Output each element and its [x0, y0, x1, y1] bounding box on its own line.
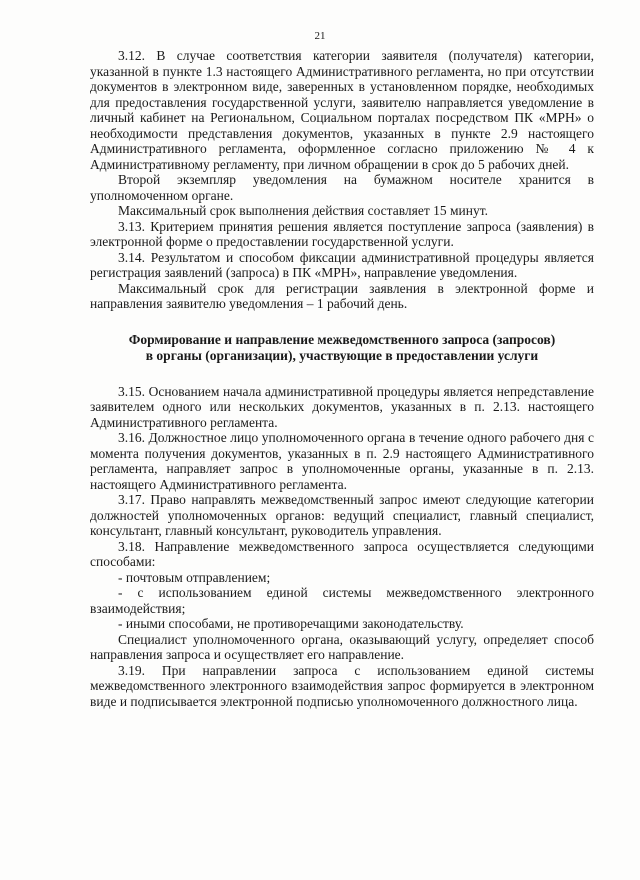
- paragraph-3-15: 3.15. Основанием начала административной процедуры является непредставление заявителем одного или нескольких документов, указанных в п. 2.13. настоящего Административного регламента.: [90, 383, 594, 430]
- paragraph-3-17: 3.17. Право направлять межведомственный запрос имеют следующие категории должностей уполномоченных органов: ведущий специалист, главный специалист, консультант, главный консультант, руководитель управления.: [90, 492, 594, 538]
- section-heading-line-1: Формирование и направление межведомственного запроса (запросов): [128, 331, 556, 347]
- list-item-smev: - с использованием единой системы межведомственного электронного взаимодействия;: [90, 585, 594, 616]
- list-item-other: - иными способами, не противоречащими законодательству.: [118, 616, 464, 631]
- paragraph-3-18: 3.18. Направление межведомственного запроса осуществляется следующими способами:: [90, 538, 594, 569]
- paragraph-3-13: 3.13. Критерием принятия решения является поступление запроса (заявления) в электронной форме о предоставлении государственной услуги.: [90, 218, 594, 249]
- paragraph-max-term-registration: Максимальный срок для регистрации заявления в электронной форме и направления заявителю уведомления – 1 рабочий день.: [90, 280, 594, 311]
- paragraph-specialist: Специалист уполномоченного органа, оказывающий услугу, определяет способ направления запроса и осуществляет его направление.: [90, 631, 594, 662]
- paragraph-3-14: 3.14. Результатом и способом фиксации административной процедуры является регистрация заявлений (запроса) в ПК «МРН», направление уведомления.: [90, 249, 594, 280]
- list-item-post: - почтовым отправлением;: [118, 569, 271, 585]
- section-heading: [90, 332, 594, 364]
- paragraph-3-12: 3.12. В случае соответствия категории заявителя (получателя) категории, указанной в пункте 1.3 настоящего Административного регламента, но при отсутствии документов в электронном виде, заверенных в установленном порядке, необходимых для предоставления государственной услуги, заявителю направляется уведомление в личный кабинет на Региональном, Социальном порталах посредством ПК «МРН» о необходимости представления документов, указанных в пункте 2.9 настоящего Административного регламента, оформленное согласно приложению № 4 к Административному регламенту, при личном обращении в срок до 5 рабочих дней.: [90, 48, 594, 172]
- page-number: 21: [314, 30, 326, 42]
- paragraph-second-copy: Второй экземпляр уведомления на бумажном носителе хранится в уполномоченном органе.: [90, 172, 594, 203]
- section-heading-line-2: в органы (организации), участвующие в предоставлении услуги: [145, 347, 539, 363]
- document-body: [90, 48, 594, 709]
- paragraph-max-term-15: Максимальный срок выполнения действия составляет 15 минут.: [118, 203, 489, 218]
- paragraph-3-16: 3.16. Должностное лицо уполномоченного органа в течение одного рабочего дня с момента получения документов, указанных в п. 2.9 настоящего Административного регламента, направляет запрос в уполномоченные органы, указанные в п. 2.13. настоящего Административного регламента.: [90, 430, 594, 492]
- paragraph-3-19: 3.19. При направлении запроса с использованием единой системы межведомственного электронного взаимодействия запрос формируется в электронном виде и подписывается электронной подписью уполномоченного должностного лица.: [90, 662, 594, 709]
